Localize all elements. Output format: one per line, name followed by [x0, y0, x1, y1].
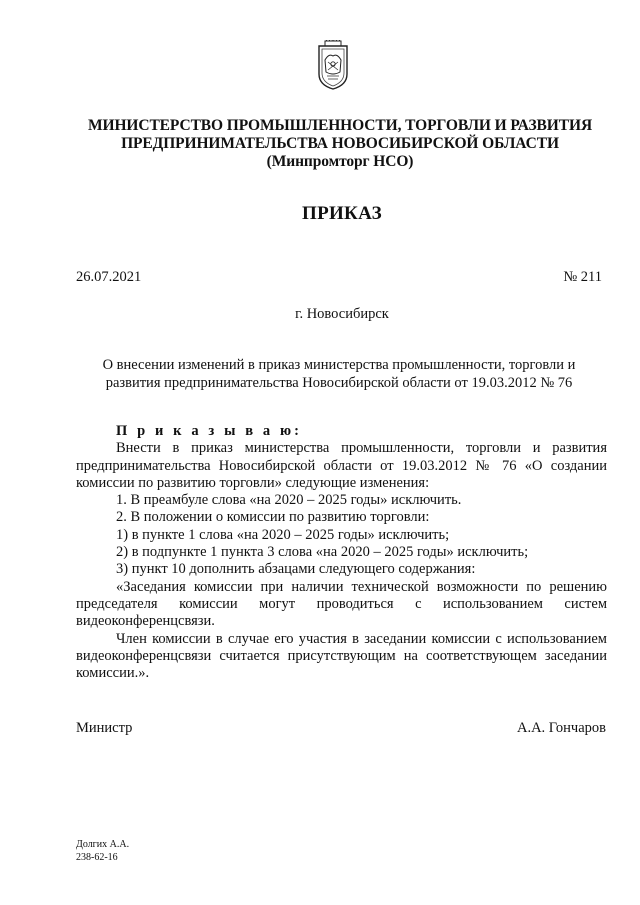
order-body [76, 423, 607, 682]
executor-info [76, 838, 129, 864]
item-1: 1. В преамбуле слова «на 2020 – 2025 годы» исключить. [116, 492, 462, 509]
item-2-2: 2) в подпункте 1 пункта 3 слова «на 2020 – 2025 годы» исключить; [116, 544, 529, 561]
document-date: 26.07.2021 [76, 269, 142, 285]
item-2: 2. В положении о комиссии по развитию торговли: [116, 509, 430, 526]
paragraph1-line3: комиссии по развитию торговли» следующие изменения: [76, 474, 430, 491]
item-2-3: 3) пункт 10 дополнить абзацами следующего содержания: [116, 561, 476, 578]
quote1-line1: «Заседания комиссии при наличии технической возможности по решению [116, 578, 607, 595]
quote1-line3: видеоконференцсвязи. [76, 613, 215, 630]
executor-name: Долгих А.А. [76, 839, 130, 850]
quote2-line1: Член комиссии в случае его участия в заседании комиссии с использованием [116, 630, 607, 647]
subject-line1: О внесении изменений в приказ министерства промышленности, торговли и [102, 357, 576, 373]
signatory-position: Министр [76, 720, 133, 736]
document-title: ПРИКАЗ [301, 203, 383, 224]
paragraph1-line2: предпринимательства Новосибирской области от 19.03.2012 № 76 «О создании [76, 457, 607, 474]
ministry-short-name: (Минпромторг НСО) [266, 153, 414, 170]
item-2-1: 1) в пункте 1 слова «на 2020 – 2025 годы» исключить; [116, 526, 450, 543]
quote2-line3: комиссии.». [76, 665, 150, 682]
quote2-line2: видеоконференцсвязи считается присутствующим на соответствующем заседании [76, 647, 607, 664]
ministry-name-line2: ПРЕДПРИНИМАТЕЛЬСТВА НОВОСИБИРСКОЙ ОБЛАСТИ [121, 135, 559, 152]
order-word: П р и к а з ы в а ю: [116, 423, 303, 439]
ministry-name-line1: МИНИСТЕРСТВО ПРОМЫШЛЕННОСТИ, ТОРГОВЛИ И РАЗВИТИЯ [87, 117, 593, 134]
quote1-line2: председателя комиссии могут проводиться с использованием систем [76, 595, 607, 612]
coat-of-arms-icon [316, 40, 350, 90]
paragraph1-line1: Внести в приказ министерства промышленности, торговли и развития [116, 440, 607, 457]
executor-phone: 238-62-16 [76, 852, 118, 863]
signatory-name: А.А. Гончаров [516, 720, 606, 736]
city-name: г. Новосибирск [295, 306, 389, 322]
document-number: № 211 [563, 269, 602, 285]
subject-line2: развития предпринимательства Новосибирской области от 19.03.2012 № 76 [105, 375, 573, 391]
